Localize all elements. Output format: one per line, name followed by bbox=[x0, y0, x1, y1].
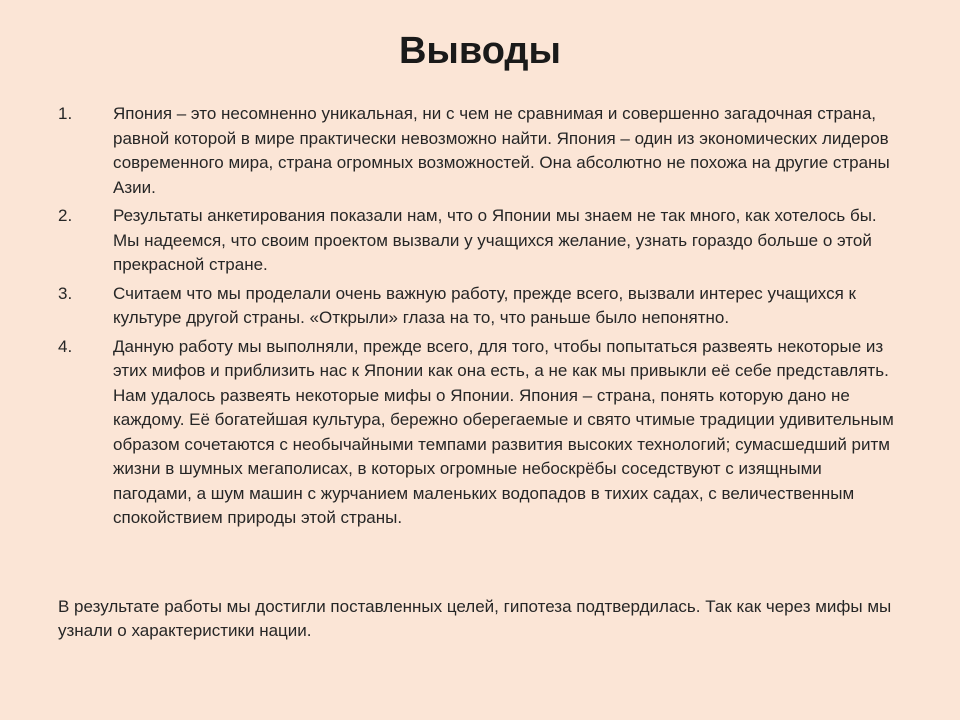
list-item bbox=[58, 335, 903, 531]
list-item bbox=[58, 282, 903, 331]
slide-title: Выводы bbox=[398, 30, 562, 72]
list-item bbox=[58, 102, 903, 200]
list-item-number: 3. bbox=[58, 283, 73, 303]
list-item-number: 4. bbox=[58, 336, 73, 356]
conclusion-paragraph: В результате работы мы достигли поставленных целей, гипотеза подтвердилась. Так как через мифы мы узнали о характеристики нации. bbox=[58, 597, 892, 640]
list-item-text: Результаты анкетирования показали нам, что о Японии мы знаем не так много, как хотелось бы. Мы надеемся, что своим проектом вызвали у учащихся желание, узнать гораздо больше о этой прекрасной стране. bbox=[113, 206, 877, 274]
list-item-text: Данную работу мы выполняли, прежде всего, для того, чтобы попытаться развеять некоторые из этих мифов и приблизить нас к Японии как она есть, а не как мы привыкли её себе представлять. Нам удалось развеять некоторые мифы о Японии. Япония – страна, понять которую дано не каждому. Её богатейшая культура, бережно оберегаемые и свято чтимые традиции удивительным образом сочетаются с необычайными темпами развития высоких технологий; сумасшедший ритм жизни в шумных мегаполисах, в которых огромные небоскрёбы соседствуют с изящными пагодами, а шум машин с журчанием маленьких водопадов в тихих садах, с величественным спокойствием природы этой страны. bbox=[113, 336, 894, 527]
conclusions-list bbox=[58, 102, 903, 535]
list-item-number: 1. bbox=[58, 104, 73, 123]
list-item-text: Считаем что мы проделали очень важную работу, прежде всего, вызвали интерес учащихся к культуре другой страны. «Открыли» глаза на то, что раньше было непонятно. bbox=[113, 283, 856, 327]
list-item-text: Япония – это несомненно уникальная, ни с чем не сравнимая и совершенно загадочная страна, равной которой в мире практически невозможно найти. Япония – один из экономических лидеров современного мира, страна огромных возможностей. Она абсолютно не похожа на другие страны Азии. bbox=[113, 104, 890, 197]
list-item bbox=[58, 204, 903, 278]
list-item-number: 2. bbox=[58, 206, 73, 225]
